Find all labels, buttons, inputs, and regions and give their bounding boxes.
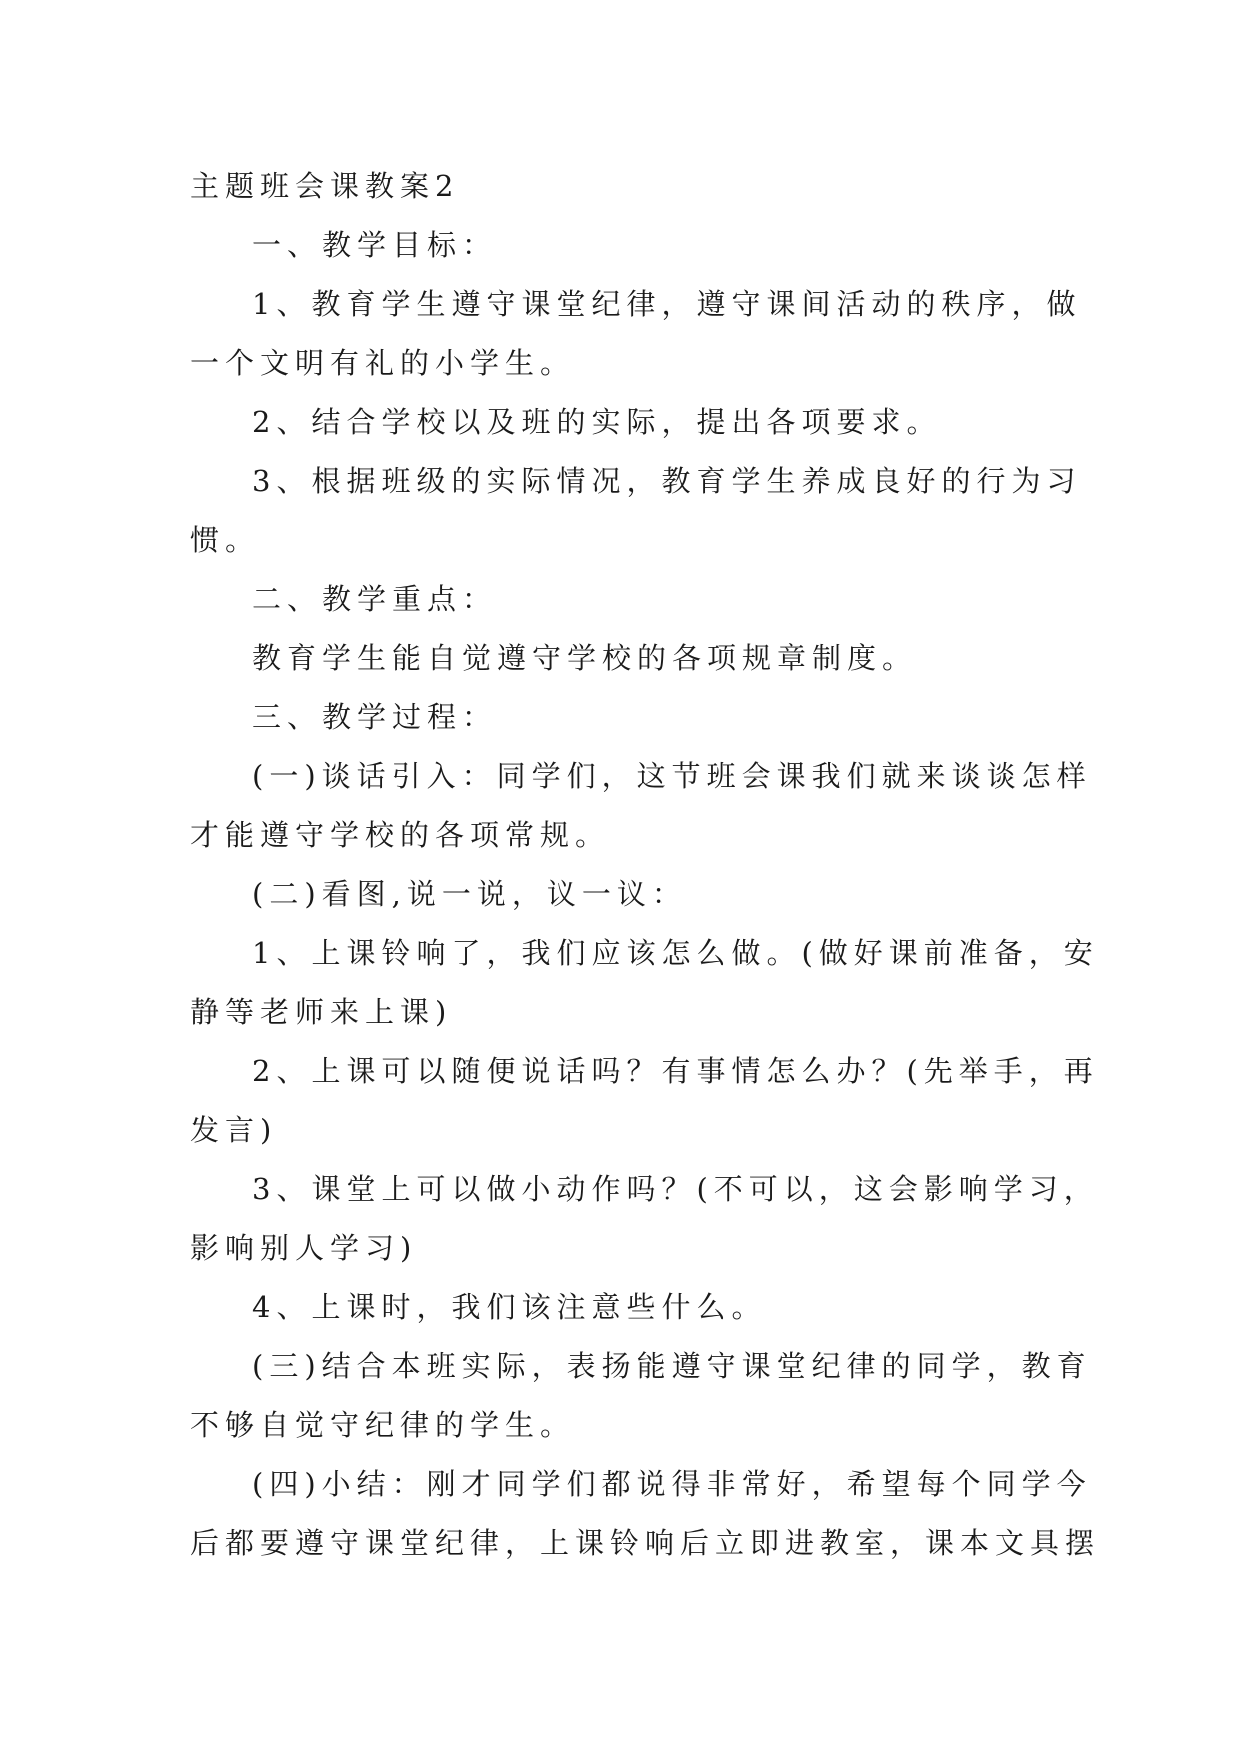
paragraph-line: 影响别人学习) [190,1231,418,1265]
paragraph-line: (二)看图,说一说，议一议： [252,877,687,911]
section-heading: 一、教学目标： [252,228,498,262]
paragraph-line: 才能遵守学校的各项常规。 [190,818,611,852]
document-title: 主题班会课教案2 [190,169,460,203]
paragraph-line: 静等老师来上课) [190,995,453,1029]
paragraph-line: 4、上课时，我们该注意些什么。 [252,1290,767,1324]
paragraph-line: 2、结合学校以及班的实际，提出各项要求。 [252,405,942,439]
paragraph-line: (三)结合本班实际，表扬能遵守课堂纪律的同学，教育 [252,1349,1092,1383]
section-heading: 三、教学过程： [252,700,498,734]
paragraph-line: 发言) [190,1113,278,1147]
paragraph-line: 不够自觉守纪律的学生。 [190,1408,576,1442]
section-heading: 二、教学重点： [252,582,498,616]
paragraph-line: 一个文明有礼的小学生。 [190,346,576,380]
paragraph-line: 3、课堂上可以做小动作吗？(不可以，这会影响学习， [252,1172,1099,1206]
paragraph-line: 3、根据班级的实际情况，教育学生养成良好的行为习 [252,464,1082,498]
paragraph-line: (一)谈话引入：同学们，这节班会课我们就来谈谈怎样 [252,759,1092,793]
paragraph-line: 2、上课可以随便说话吗？有事情怎么办？(先举手，再 [252,1054,1099,1088]
paragraph-line: 1、上课铃响了，我们应该怎么做。(做好课前准备，安 [252,936,1099,970]
paragraph-line: 教育学生能自觉遵守学校的各项规章制度。 [252,641,918,675]
paragraph-line: 惯。 [190,523,261,557]
paragraph-line: 1、教育学生遵守课堂纪律，遵守课间活动的秩序，做 [252,287,1082,321]
paragraph-line: (四)小结：刚才同学们都说得非常好，希望每个同学今 [252,1467,1092,1501]
paragraph-line: 后都要遵守课堂纪律，上课铃响后立即进教室，课本文具摆 [190,1526,1101,1560]
